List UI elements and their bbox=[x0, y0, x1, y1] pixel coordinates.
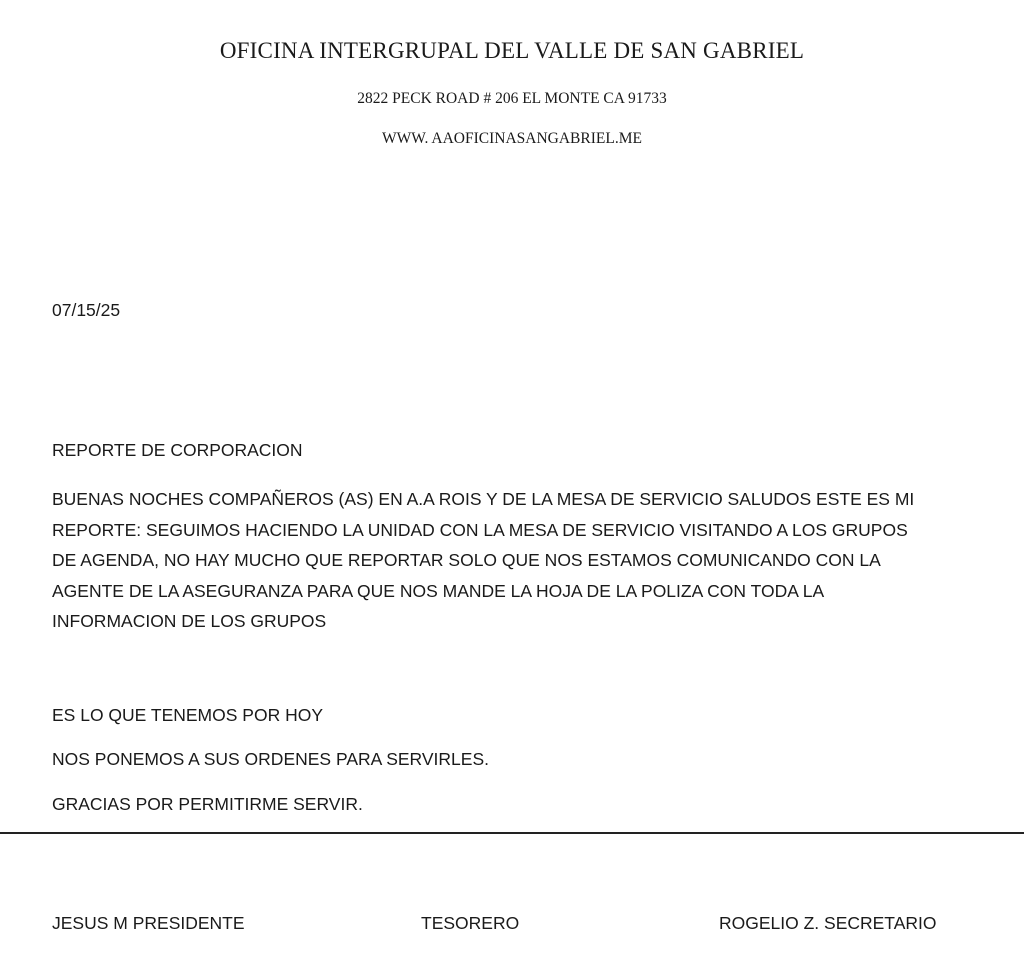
report-body: BUENAS NOCHES COMPAÑEROS (AS) EN A.A ROIS Y DE LA MESA DE SERVICIO SALUDOS ESTE ES MI REPORTE: SEGUIMOS HACIENDO LA UNIDAD CON LA MESA DE SERVICIO VISITANDO A LOS GRUPOS DE AGENDA, NO HAY MUCHO QUE REPORTAR SOLO QUE NOS ESTAMOS COMUNICANDO CON LA AGENTE DE LA ASEGURANZA PARA QUE NOS MANDE LA HOJA DE LA POLIZA CON TODA LA INFORMACION DE LOS GRUPOS bbox=[52, 489, 915, 631]
signature-president: JESUS M PRESIDENTE bbox=[52, 913, 245, 933]
organization-website: WWW. AAOFICINASANGABRIEL.ME bbox=[382, 130, 642, 147]
closing-line: ES LO QUE TENEMOS POR HOY bbox=[52, 705, 323, 725]
organization-address: 2822 PECK ROAD # 206 EL MONTE CA 91733 bbox=[357, 90, 667, 107]
signature-secretary: ROGELIO Z. SECRETARIO bbox=[719, 913, 937, 933]
closing-line: GRACIAS POR PERMITIRME SERVIR. bbox=[52, 794, 363, 814]
closing-line: NOS PONEMOS A SUS ORDENES PARA SERVIRLES. bbox=[52, 749, 489, 769]
report-date: 07/15/25 bbox=[52, 300, 121, 320]
organization-name: OFICINA INTERGRUPAL DEL VALLE DE SAN GABRIEL bbox=[219, 38, 805, 63]
report-title: REPORTE DE CORPORACION bbox=[52, 440, 303, 460]
divider-line bbox=[0, 832, 1024, 834]
signature-treasurer: TESORERO bbox=[421, 913, 520, 933]
